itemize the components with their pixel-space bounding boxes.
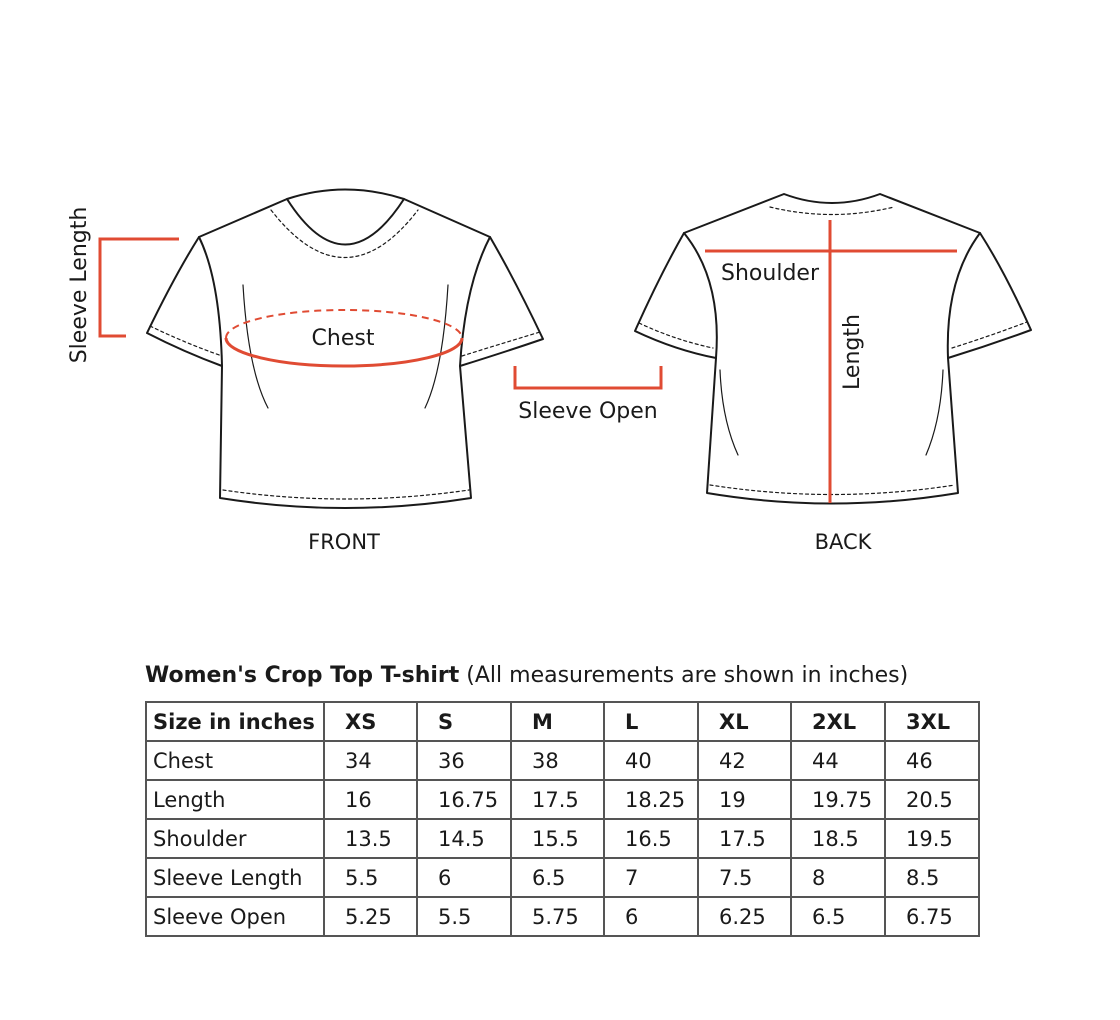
row-label: Sleeve Length xyxy=(146,858,324,897)
table-cell: 6 xyxy=(604,897,698,936)
table-cell: 8.5 xyxy=(885,858,979,897)
table-cell: 6 xyxy=(417,858,511,897)
size-table xyxy=(145,701,980,937)
row-label: Length xyxy=(146,780,324,819)
size-chart-title xyxy=(145,660,985,692)
table-cell: 16.5 xyxy=(604,819,698,858)
row-label: Shoulder xyxy=(146,819,324,858)
size-chart-title-bold: Women's Crop Top T-shirt xyxy=(145,663,460,688)
table-cell: 42 xyxy=(698,741,791,780)
sleeve-open-label: Sleeve Open xyxy=(518,399,658,424)
length-label: Length xyxy=(840,314,865,390)
table-cell: 13.5 xyxy=(324,819,417,858)
table-cell: 46 xyxy=(885,741,979,780)
table-row-sleeve-length xyxy=(146,858,979,897)
header-s: S xyxy=(417,702,511,741)
header-2xl: 2XL xyxy=(791,702,885,741)
table-cell: 16 xyxy=(324,780,417,819)
table-cell: 6.5 xyxy=(791,897,885,936)
table-cell: 44 xyxy=(791,741,885,780)
back-caption: BACK xyxy=(814,530,872,554)
table-cell: 36 xyxy=(417,741,511,780)
table-row-sleeve-open xyxy=(146,897,979,936)
table-cell: 5.25 xyxy=(324,897,417,936)
table-cell: 5.75 xyxy=(511,897,604,936)
back-tshirt-illustration xyxy=(635,194,1031,504)
table-cell: 20.5 xyxy=(885,780,979,819)
header-l: L xyxy=(604,702,698,741)
table-cell: 18.5 xyxy=(791,819,885,858)
header-xl: XL xyxy=(698,702,791,741)
chest-label: Chest xyxy=(311,326,375,351)
table-row-chest xyxy=(146,741,979,780)
header-3xl: 3XL xyxy=(885,702,979,741)
row-label: Chest xyxy=(146,741,324,780)
table-cell: 15.5 xyxy=(511,819,604,858)
table-cell: 6.25 xyxy=(698,897,791,936)
size-chart-title-note: (All measurements are shown in inches) xyxy=(466,663,909,688)
table-row-shoulder xyxy=(146,819,979,858)
table-cell: 19 xyxy=(698,780,791,819)
table-header-row xyxy=(146,702,979,741)
table-cell: 5.5 xyxy=(417,897,511,936)
table-cell: 19.5 xyxy=(885,819,979,858)
size-chart xyxy=(145,660,985,937)
table-cell: 7.5 xyxy=(698,858,791,897)
table-cell: 5.5 xyxy=(324,858,417,897)
header-m: M xyxy=(511,702,604,741)
row-label: Sleeve Open xyxy=(146,897,324,936)
table-cell: 34 xyxy=(324,741,417,780)
table-cell: 17.5 xyxy=(698,819,791,858)
table-cell: 40 xyxy=(604,741,698,780)
table-cell: 17.5 xyxy=(511,780,604,819)
sleeve-open-measure-line xyxy=(515,366,661,388)
table-cell: 14.5 xyxy=(417,819,511,858)
table-cell: 16.75 xyxy=(417,780,511,819)
table-cell: 8 xyxy=(791,858,885,897)
table-cell: 38 xyxy=(511,741,604,780)
table-cell: 6.75 xyxy=(885,897,979,936)
front-caption: FRONT xyxy=(308,530,380,554)
table-row-length xyxy=(146,780,979,819)
header-xs: XS xyxy=(324,702,417,741)
table-cell: 18.25 xyxy=(604,780,698,819)
table-cell: 6.5 xyxy=(511,858,604,897)
sleeve-length-label: Sleeve Length xyxy=(67,206,92,364)
header-size-in-inches: Size in inches xyxy=(146,702,324,741)
table-cell: 19.75 xyxy=(791,780,885,819)
shoulder-label: Shoulder xyxy=(721,261,819,286)
table-cell: 7 xyxy=(604,858,698,897)
